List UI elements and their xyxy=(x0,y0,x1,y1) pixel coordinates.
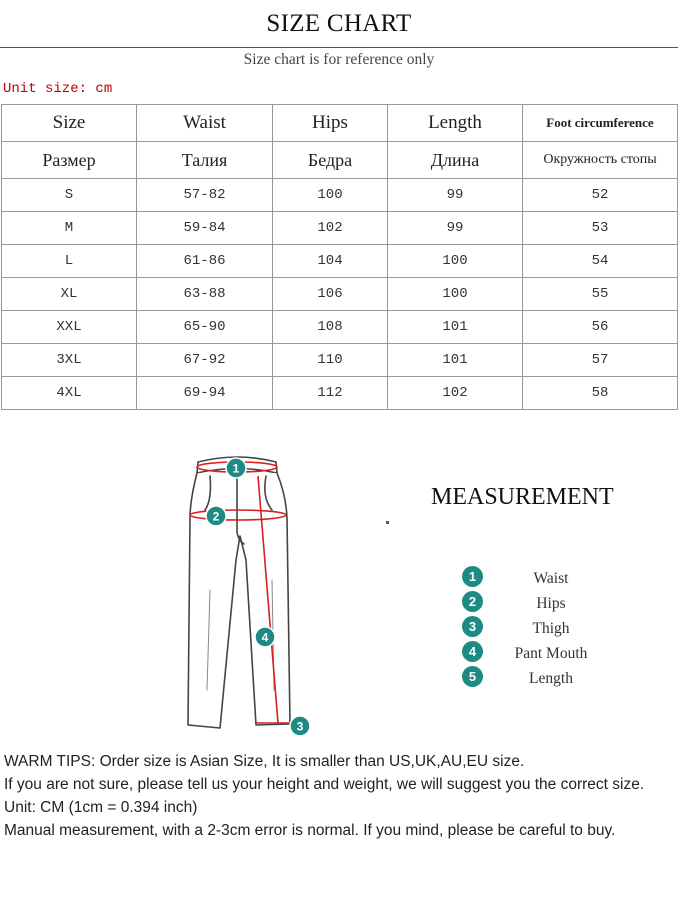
header-cell: Размер xyxy=(2,142,137,179)
title-divider xyxy=(0,47,678,48)
table-cell: 67-92 xyxy=(137,344,273,377)
table-cell: 110 xyxy=(273,344,388,377)
table-row xyxy=(2,179,678,212)
legend-item-pant-mouth xyxy=(462,641,662,663)
tip-line: Unit: CM (1cm = 0.394 inch) xyxy=(4,799,198,816)
table-cell: XXL xyxy=(2,311,137,344)
table-row xyxy=(2,377,678,410)
table-cell: 99 xyxy=(388,212,523,245)
diagram-marker-label: 3 xyxy=(296,719,304,734)
table-cell: 100 xyxy=(388,278,523,311)
table-cell: 57-82 xyxy=(137,179,273,212)
table-cell: 61-86 xyxy=(137,245,273,278)
legend-item-waist xyxy=(462,566,662,588)
table-cell: 104 xyxy=(273,245,388,278)
header-cell: Length xyxy=(388,105,523,142)
table-cell: 106 xyxy=(273,278,388,311)
table-cell: 58 xyxy=(523,377,678,410)
legend-item-thigh xyxy=(462,616,662,638)
table-row xyxy=(2,311,678,344)
header-cell: Foot circumference xyxy=(523,105,678,142)
measurement-title: MEASUREMENT xyxy=(431,484,614,510)
table-cell: 53 xyxy=(523,212,678,245)
number-badge-icon: 2 xyxy=(462,591,483,612)
diagram-marker-label: 4 xyxy=(261,630,269,645)
table-header-en xyxy=(2,105,678,142)
number-badge-icon: 1 xyxy=(462,566,483,587)
legend-label: Pant Mouth xyxy=(514,645,588,662)
table-cell: 55 xyxy=(523,278,678,311)
number-badge-icon: 5 xyxy=(462,666,483,687)
table-row xyxy=(2,245,678,278)
table-cell: M xyxy=(2,212,137,245)
table-cell: 54 xyxy=(523,245,678,278)
diagram-marker-label: 1 xyxy=(232,461,240,476)
table-cell: 56 xyxy=(523,311,678,344)
table-cell: 100 xyxy=(273,179,388,212)
table-cell: 112 xyxy=(273,377,388,410)
page-title: SIZE CHART xyxy=(266,10,412,37)
decorative-mark xyxy=(386,521,389,524)
table-cell: 99 xyxy=(388,179,523,212)
legend-label: Length xyxy=(529,670,573,687)
table-cell: L xyxy=(2,245,137,278)
diagram-badge-2 xyxy=(206,506,226,526)
legend-item-length xyxy=(462,666,662,688)
unit-note: Unit size: cm xyxy=(3,81,113,97)
table-cell: 100 xyxy=(388,245,523,278)
size-table xyxy=(1,104,678,410)
tip-line: If you are not sure, please tell us your height and weight, we will suggest you the correct size. xyxy=(4,776,645,793)
header-cell: Длина xyxy=(388,142,523,179)
legend-item-hips xyxy=(462,591,662,613)
table-cell: 69-94 xyxy=(137,377,273,410)
table-cell: 52 xyxy=(523,179,678,212)
tip-line: WARM TIPS: Order size is Asian Size, It is smaller than US,UK,AU,EU size. xyxy=(4,753,525,770)
legend-label: Hips xyxy=(536,595,566,612)
header-cell: Size xyxy=(2,105,137,142)
warm-tips xyxy=(4,750,674,842)
table-row xyxy=(2,344,678,377)
diagram-marker-label: 2 xyxy=(212,509,220,524)
legend-label: Waist xyxy=(533,570,569,587)
header-cell: Hips xyxy=(273,105,388,142)
diagram-badge-4 xyxy=(255,627,275,647)
table-cell: XL xyxy=(2,278,137,311)
table-row xyxy=(2,212,678,245)
header-cell: Талия xyxy=(137,142,273,179)
pants-diagram xyxy=(150,440,350,740)
table-cell: 4XL xyxy=(2,377,137,410)
table-cell: 57 xyxy=(523,344,678,377)
table-cell: S xyxy=(2,179,137,212)
table-cell: 59-84 xyxy=(137,212,273,245)
legend-label: Thigh xyxy=(532,620,570,637)
table-cell: 101 xyxy=(388,311,523,344)
header-cell: Бедра xyxy=(273,142,388,179)
table-header-ru xyxy=(2,142,678,179)
header-cell: Окружность стопы xyxy=(523,142,678,179)
diagram-badge-3 xyxy=(290,716,310,736)
table-cell: 102 xyxy=(273,212,388,245)
reference-note: Size chart is for reference only xyxy=(243,51,435,68)
table-cell: 63-88 xyxy=(137,278,273,311)
table-cell: 102 xyxy=(388,377,523,410)
tip-line: Manual measurement, with a 2-3cm error is normal. If you mind, please be careful to buy. xyxy=(4,822,616,839)
number-badge-icon: 3 xyxy=(462,616,483,637)
number-badge-icon: 4 xyxy=(462,641,483,662)
diagram-badge-1 xyxy=(226,458,246,478)
table-cell: 65-90 xyxy=(137,311,273,344)
header-cell: Waist xyxy=(137,105,273,142)
table-cell: 108 xyxy=(273,311,388,344)
table-cell: 3XL xyxy=(2,344,137,377)
table-cell: 101 xyxy=(388,344,523,377)
table-row xyxy=(2,278,678,311)
